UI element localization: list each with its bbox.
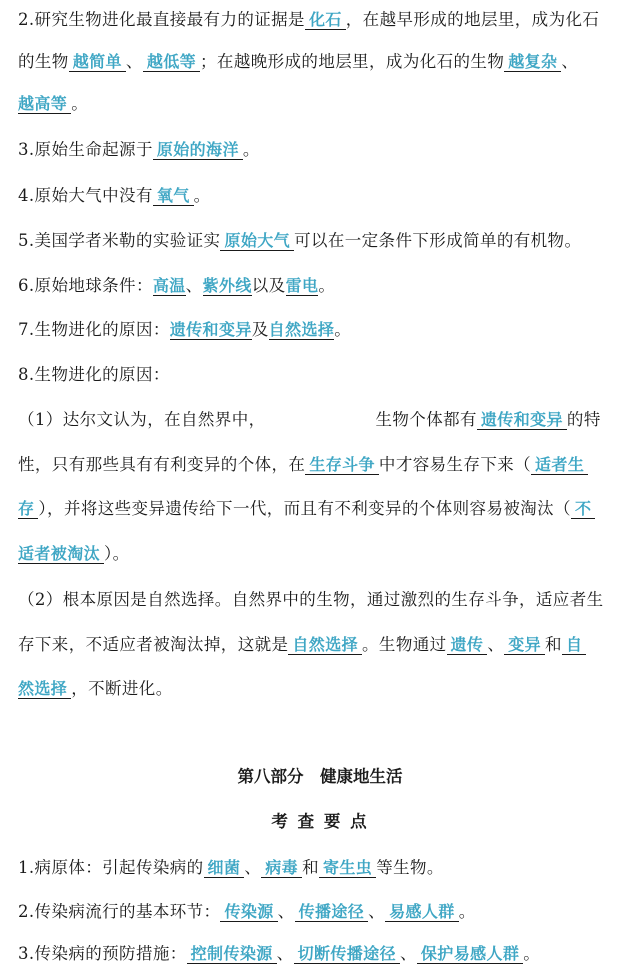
answer-unfit-end: 适者被淘汰 xyxy=(18,544,104,564)
text: 的生物 xyxy=(18,52,69,71)
answer-oxygen: 氧气 xyxy=(153,186,194,206)
text: 7.生物进化的原因： xyxy=(18,320,170,339)
text: （2）根本原因是自然选择。自然界中的生物，通过激烈的生存斗争，适应者生 xyxy=(18,590,604,609)
answer-lower: 越低等 xyxy=(143,52,200,72)
answer-bacteria: 细菌 xyxy=(204,858,245,878)
answer-struggle: 生存斗争 xyxy=(305,455,379,475)
text: 等生物。 xyxy=(376,858,444,877)
answer-selection-end: 然选择 xyxy=(18,679,71,699)
text: 、 xyxy=(561,52,579,71)
answer-uv: 紫外线 xyxy=(202,276,252,295)
answer-cut-route: 切断传播途径 xyxy=(294,944,400,964)
text: 、 xyxy=(399,944,417,963)
text: 中才容易生存下来（ xyxy=(378,455,532,474)
text: 及 xyxy=(251,320,269,339)
answer-susceptible: 易感人群 xyxy=(385,902,459,922)
text: ，不断进化。 xyxy=(71,679,173,698)
text: 2.传染病流行的基本环节： xyxy=(18,902,221,921)
section-title: 第八部分 健康地生活 xyxy=(237,767,403,786)
text: 。生物通过 xyxy=(362,635,447,654)
answer-selection-start: 自 xyxy=(562,635,586,655)
answer-virus: 病毒 xyxy=(261,858,302,878)
text: 3.原始生命起源于 xyxy=(18,140,153,159)
text: 。 xyxy=(242,140,260,159)
answer-parasite: 寄生虫 xyxy=(319,858,376,878)
item-8-2-line-2 xyxy=(0,633,640,657)
answer-protect: 保护易感人群 xyxy=(417,944,523,964)
text: 生物个体都有 xyxy=(375,410,477,429)
text: 可以在一定条件下形成简单的有机物。 xyxy=(294,231,582,250)
item-6 xyxy=(0,274,640,298)
answer-survival-end: 存 xyxy=(18,499,38,519)
text: 和 xyxy=(545,635,562,654)
text: 。 xyxy=(334,320,352,339)
text: 1.病原体：引起传染病的 xyxy=(18,858,204,877)
item-2-line-2 xyxy=(0,50,640,74)
text: 。 xyxy=(458,902,476,921)
answer-control-source: 控制传染源 xyxy=(187,944,277,964)
item-8-1-line-3 xyxy=(0,497,640,521)
text: 3.传染病的预防措施： xyxy=(18,944,187,963)
item-8-2-line-3 xyxy=(0,677,640,701)
text: 4.原始大气中没有 xyxy=(18,186,153,205)
text: ）。 xyxy=(104,544,130,563)
text: 、 xyxy=(487,635,505,654)
item-8-heading xyxy=(0,363,640,387)
text: 、 xyxy=(185,276,203,295)
item-8-1-line-1 xyxy=(0,408,640,432)
answer-heredity: 遗传 xyxy=(447,635,488,655)
item-7 xyxy=(0,318,640,342)
text: 性，只有那些具有有利变异的个体，在 xyxy=(18,455,306,474)
answer-atmosphere: 原始大气 xyxy=(220,231,294,251)
text: 。 xyxy=(71,94,89,113)
text: 5.美国学者米勒的实验证实 xyxy=(18,231,221,250)
answer-heat: 高温 xyxy=(152,276,186,295)
item-8-1-line-4 xyxy=(0,542,640,566)
text: 、 xyxy=(276,944,294,963)
text: ），并将这些变异遗传给下一代，而且有不利变异的个体则容易被淘汰（ xyxy=(38,499,571,518)
text: 、 xyxy=(368,902,386,921)
answer-variation: 变异 xyxy=(504,635,545,655)
text: ；在越晚形成的地层里，成为化石的生物 xyxy=(200,52,505,71)
answer-route: 传播途径 xyxy=(295,902,369,922)
text: 2.研究生物进化最直接最有力的证据是 xyxy=(18,10,305,29)
item-h3 xyxy=(0,942,640,966)
answer-ocean: 原始的海洋 xyxy=(153,140,243,160)
text: 、 xyxy=(277,902,295,921)
answer-source: 传染源 xyxy=(220,902,277,922)
text: 以及 xyxy=(251,276,286,295)
answer-natural-selection: 自然选择 xyxy=(288,635,362,655)
answer-simpler: 越简单 xyxy=(69,52,126,72)
text: （1）达尔文认为，在自然界中， xyxy=(18,410,266,429)
item-4 xyxy=(0,184,640,208)
text: 存下来，不适应者被淘汰掉，这就是 xyxy=(18,635,289,654)
text: 。 xyxy=(318,276,336,295)
text: 6.原始地球条件： xyxy=(18,276,153,295)
item-h1 xyxy=(0,856,640,880)
item-2-line-1 xyxy=(0,8,640,32)
text: 和 xyxy=(302,858,319,877)
answer-higher: 越高等 xyxy=(18,94,71,114)
item-h2 xyxy=(0,900,640,924)
section-subtitle: 考 查 要 点 xyxy=(271,812,369,831)
answer-complex: 越复杂 xyxy=(504,52,561,72)
answer-fossil: 化石 xyxy=(305,10,346,30)
text: 、 xyxy=(244,858,262,877)
item-8-2-line-1 xyxy=(0,588,640,612)
answer-heredity: 遗传和变异 xyxy=(169,320,252,339)
item-3 xyxy=(0,138,640,162)
answer-survival: 适者生 xyxy=(531,455,588,475)
text: ，在越早形成的地层里，成为化石 xyxy=(345,10,600,29)
answer-heredity: 遗传和变异 xyxy=(477,410,567,430)
item-5 xyxy=(0,229,640,253)
text: 。 xyxy=(523,944,541,963)
text: 的特 xyxy=(566,410,601,429)
text: 、 xyxy=(125,52,143,71)
answer-lightning: 雷电 xyxy=(285,276,319,295)
item-8-1-line-2 xyxy=(0,453,640,477)
answer-selection: 自然选择 xyxy=(268,320,335,339)
text: 。 xyxy=(193,186,211,205)
item-2-line-3 xyxy=(0,92,640,116)
text: 8.生物进化的原因： xyxy=(18,365,170,384)
answer-unfit: 不 xyxy=(571,499,595,519)
